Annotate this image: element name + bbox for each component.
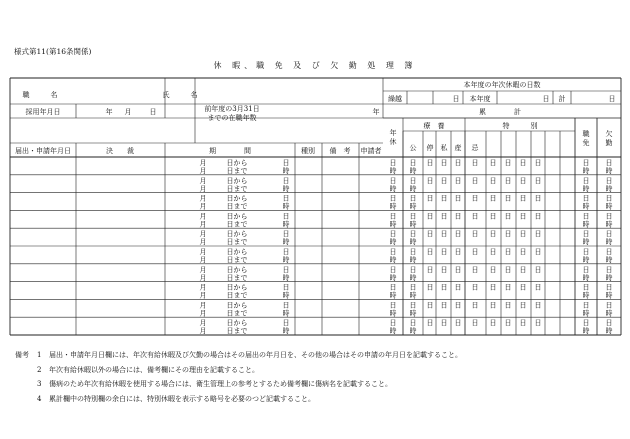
row-cell-day: 日 (440, 319, 448, 328)
row-cell-day: 日 (471, 248, 479, 256)
row-cell-hour: 時 (605, 291, 613, 300)
header-kurikoshi: 繰越 (388, 95, 402, 103)
header-nenji-days: 本年度の年次休暇の日数 (463, 81, 541, 89)
row-cell-day: 日 (426, 194, 434, 203)
row-day: 日 (282, 176, 290, 185)
header-so: 忌 (471, 144, 479, 152)
row-cell-day: 日 (454, 283, 462, 292)
row-cell-day: 日 (504, 283, 512, 292)
row-cell-day: 日 (504, 265, 512, 274)
form-title: 休 暇、職 免 及 び 欠 勤 処 理 簿 (213, 61, 417, 70)
row-cell-day: 日 (426, 159, 434, 167)
row-day-from: 日から (226, 265, 248, 274)
row-day-from: 日から (226, 194, 248, 203)
row-hour: 時 (282, 184, 290, 193)
row-cell-day: 日 (409, 248, 417, 256)
header-honnendo: 本年度 (469, 95, 491, 103)
row-day-to: 日まで (226, 220, 248, 229)
row-month: 月 (199, 230, 207, 239)
row-cell-day: 日 (440, 301, 448, 310)
row-cell-day: 日 (440, 230, 448, 239)
row-cell-hour: 時 (389, 273, 397, 282)
row-cell-hour: 時 (582, 273, 590, 282)
row-cell-day: 日 (440, 283, 448, 292)
row-cell-day: 日 (409, 301, 417, 310)
row-cell-day: 日 (534, 159, 542, 167)
row-hour: 時 (282, 327, 290, 336)
row-cell-day: 日 (534, 301, 542, 310)
row-day: 日 (282, 265, 290, 274)
row-cell-hour: 時 (582, 167, 590, 175)
row-cell-day: 日 (582, 194, 590, 203)
row-hour: 時 (282, 291, 290, 300)
row-cell-hour: 時 (409, 167, 417, 175)
row-cell-day: 日 (504, 159, 512, 167)
row-hour: 時 (282, 256, 290, 264)
row-cell-hour: 時 (409, 327, 417, 336)
row-cell-day: 日 (389, 248, 397, 256)
header-saiyo: 採用年月日 (25, 108, 61, 116)
row-cell-day: 日 (426, 319, 434, 328)
row-month: 月 (199, 238, 207, 247)
row-cell-day: 日 (454, 194, 462, 203)
row-cell-day: 日 (504, 176, 512, 185)
row-cell-day: 日 (489, 159, 497, 167)
row-day-from: 日から (226, 230, 248, 239)
row-cell-day: 日 (471, 265, 479, 274)
row-cell-hour: 時 (409, 202, 417, 211)
row-cell-hour: 時 (582, 202, 590, 211)
row-day-to: 日まで (226, 273, 248, 282)
row-cell-day: 日 (471, 283, 479, 292)
note-4: 4 累計欄中の特別欄の余白には、特別休暇を表示する略号を必要のつど記載すること。 (37, 394, 315, 403)
row-hour: 時 (282, 220, 290, 229)
row-hour: 時 (282, 202, 290, 211)
row-month: 月 (199, 194, 207, 203)
row-month: 月 (199, 319, 207, 328)
row-cell-day: 日 (582, 212, 590, 221)
row-cell-day: 日 (582, 248, 590, 256)
header-kei: 計 (558, 95, 566, 103)
year-unit: 年 (372, 108, 380, 116)
row-cell-hour: 時 (605, 167, 613, 175)
header-todokede: 届出・申請年月日 (15, 147, 71, 155)
row-cell-day: 日 (519, 212, 527, 221)
row-cell-day: 日 (489, 301, 497, 310)
row-cell-day: 日 (534, 176, 542, 185)
row-cell-day: 日 (605, 212, 613, 221)
row-cell-day: 日 (519, 301, 527, 310)
header-kekkin: 勤 (605, 139, 613, 147)
row-cell-day: 日 (534, 283, 542, 292)
header-shimei: 氏 名 (162, 91, 198, 99)
row-day-from: 日から (226, 283, 248, 292)
row-month: 月 (199, 212, 207, 221)
row-hour: 時 (282, 273, 290, 282)
row-cell-hour: 時 (409, 273, 417, 282)
row-cell-day: 日 (454, 159, 462, 167)
row-cell-day: 日 (440, 176, 448, 185)
row-cell-day: 日 (605, 248, 613, 256)
row-month: 月 (199, 273, 207, 282)
row-day-to: 日まで (226, 184, 248, 193)
header-nenkyu: 年 (389, 129, 397, 137)
row-cell-day: 日 (534, 212, 542, 221)
header-ruikei: 累 計 (479, 108, 521, 116)
row-cell-day: 日 (440, 265, 448, 274)
row-cell-day: 日 (409, 230, 417, 239)
row-cell-day: 日 (454, 319, 462, 328)
row-cell-day: 日 (504, 319, 512, 328)
row-cell-hour: 時 (389, 167, 397, 175)
header-kikan: 期 間 (209, 147, 251, 155)
row-cell-day: 日 (454, 176, 462, 185)
row-cell-day: 日 (409, 212, 417, 221)
row-day-from: 日から (226, 301, 248, 310)
note-2: 2 年次有給休暇以外の場合には、備考欄にその理由を記載すること。 (37, 365, 259, 374)
header-shubetsu: 種別 (301, 147, 315, 155)
row-cell-day: 日 (605, 194, 613, 203)
row-month: 月 (199, 176, 207, 185)
row-cell-hour: 時 (605, 184, 613, 193)
row-cell-day: 日 (389, 283, 397, 292)
row-cell-day: 日 (534, 194, 542, 203)
row-cell-day: 日 (519, 230, 527, 239)
row-cell-day: 日 (440, 159, 448, 167)
row-cell-day: 日 (489, 176, 497, 185)
form-number: 様式第11(第16条関係) (14, 47, 92, 56)
row-cell-hour: 時 (409, 291, 417, 300)
row-cell-day: 日 (426, 265, 434, 274)
row-cell-day: 日 (519, 265, 527, 274)
row-cell-hour: 時 (389, 291, 397, 300)
row-cell-day: 日 (409, 194, 417, 203)
row-cell-day: 日 (489, 248, 497, 256)
row-cell-hour: 時 (605, 309, 613, 318)
row-cell-hour: 時 (605, 220, 613, 229)
row-cell-hour: 時 (409, 184, 417, 193)
row-cell-day: 日 (426, 212, 434, 221)
row-month: 月 (199, 184, 207, 193)
row-cell-day: 日 (504, 230, 512, 239)
row-cell-day: 日 (582, 176, 590, 185)
header-nenkyu: 休 (389, 138, 397, 146)
row-cell-day: 日 (534, 248, 542, 256)
note-3: 3 傷病のため年次有給休暇を使用する場合には、衛生管理上の参考とするため備考欄に傷病名を記載すること。 (37, 380, 392, 388)
row-cell-day: 日 (454, 212, 462, 221)
header-biko: 備 考 (329, 147, 351, 155)
header-shinseisha: 申請者 (360, 147, 382, 155)
row-hour: 時 (282, 238, 290, 247)
row-cell-day: 日 (454, 248, 462, 256)
header-shokumei: 職 名 (22, 91, 58, 99)
row-day: 日 (282, 283, 290, 292)
row-cell-day: 日 (504, 248, 512, 256)
row-cell-day: 日 (605, 176, 613, 185)
header-ko: 公 (409, 144, 417, 152)
row-cell-day: 日 (582, 159, 590, 167)
row-cell-day: 日 (582, 283, 590, 292)
row-cell-day: 日 (471, 176, 479, 185)
row-month: 月 (199, 167, 207, 175)
row-hour: 時 (282, 309, 290, 318)
row-cell-day: 日 (489, 212, 497, 221)
row-month: 月 (199, 309, 207, 318)
row-cell-day: 日 (454, 265, 462, 274)
row-cell-hour: 時 (389, 327, 397, 336)
row-cell-day: 日 (605, 283, 613, 292)
row-month: 月 (199, 265, 207, 274)
row-month: 月 (199, 283, 207, 292)
row-cell-day: 日 (504, 301, 512, 310)
row-hour: 時 (282, 167, 290, 175)
row-cell-day: 日 (605, 265, 613, 274)
row-cell-day: 日 (605, 230, 613, 239)
row-cell-day: 日 (389, 265, 397, 274)
row-cell-hour: 時 (389, 309, 397, 318)
row-month: 月 (199, 291, 207, 300)
row-cell-day: 日 (519, 176, 527, 185)
header-zenkai-2: までの在職年数 (207, 114, 257, 122)
row-cell-day: 日 (534, 265, 542, 274)
header-shi: 私 (440, 144, 448, 152)
row-cell-hour: 時 (582, 220, 590, 229)
row-day-to: 日まで (226, 202, 248, 211)
row-cell-hour: 時 (409, 220, 417, 229)
row-cell-day: 日 (389, 230, 397, 239)
row-cell-day: 日 (582, 265, 590, 274)
row-cell-day: 日 (504, 212, 512, 221)
row-day-from: 日から (226, 319, 248, 328)
row-cell-hour: 時 (582, 256, 590, 264)
row-cell-day: 日 (582, 301, 590, 310)
row-cell-day: 日 (409, 283, 417, 292)
row-cell-hour: 時 (389, 220, 397, 229)
row-day-from: 日から (226, 159, 248, 167)
row-cell-day: 日 (471, 159, 479, 167)
row-cell-day: 日 (426, 230, 434, 239)
row-cell-day: 日 (504, 194, 512, 203)
row-cell-hour: 時 (582, 238, 590, 247)
row-month: 月 (199, 256, 207, 264)
row-day-to: 日まで (226, 167, 248, 175)
row-day: 日 (282, 248, 290, 256)
row-cell-day: 日 (471, 194, 479, 203)
year-unit: 年 (105, 108, 113, 116)
row-cell-hour: 時 (582, 291, 590, 300)
row-cell-day: 日 (519, 319, 527, 328)
row-day-to: 日まで (226, 291, 248, 300)
row-cell-day: 日 (605, 159, 613, 167)
header-tokubetsu: 特 別 (502, 122, 538, 130)
day-unit: 日 (608, 95, 616, 103)
row-cell-hour: 時 (582, 327, 590, 336)
row-cell-day: 日 (409, 319, 417, 328)
note-1: 備考 1 届出・申請年月日欄には、年次有給休暇及び欠勤の場合はその届出の年月日を、その他の場合はその申請の年月日を記載すること。 (15, 351, 462, 359)
row-cell-hour: 時 (605, 273, 613, 282)
row-cell-day: 日 (389, 319, 397, 328)
row-cell-day: 日 (471, 301, 479, 310)
day-unit: 日 (452, 95, 460, 103)
row-month: 月 (199, 301, 207, 310)
row-cell-hour: 時 (409, 256, 417, 264)
row-cell-day: 日 (389, 194, 397, 203)
row-cell-day: 日 (454, 230, 462, 239)
row-day: 日 (282, 194, 290, 203)
row-cell-day: 日 (454, 301, 462, 310)
row-month: 月 (199, 248, 207, 256)
day-unit: 日 (149, 108, 157, 116)
row-cell-hour: 時 (605, 202, 613, 211)
row-day-to: 日まで (226, 238, 248, 247)
row-cell-day: 日 (389, 159, 397, 167)
row-cell-day: 日 (605, 319, 613, 328)
row-cell-hour: 時 (389, 202, 397, 211)
row-cell-hour: 時 (409, 238, 417, 247)
row-cell-day: 日 (471, 230, 479, 239)
row-cell-day: 日 (440, 212, 448, 221)
row-cell-day: 日 (440, 194, 448, 203)
row-cell-day: 日 (489, 283, 497, 292)
row-cell-day: 日 (582, 319, 590, 328)
header-zenkai-1: 前年度の3月31日 (204, 105, 260, 113)
row-cell-day: 日 (440, 248, 448, 256)
row-cell-day: 日 (519, 159, 527, 167)
row-cell-day: 日 (489, 194, 497, 203)
row-cell-day: 日 (426, 301, 434, 310)
row-cell-day: 日 (426, 176, 434, 185)
row-cell-day: 日 (471, 319, 479, 328)
row-month: 月 (199, 159, 207, 167)
row-day: 日 (282, 319, 290, 328)
header-shokumen: 免 (582, 139, 590, 147)
row-cell-hour: 時 (389, 256, 397, 264)
row-cell-day: 日 (582, 230, 590, 239)
row-day-from: 日から (226, 176, 248, 185)
row-cell-hour: 時 (582, 184, 590, 193)
row-cell-hour: 時 (389, 184, 397, 193)
row-cell-day: 日 (409, 265, 417, 274)
row-month: 月 (199, 327, 207, 336)
row-cell-day: 日 (534, 230, 542, 239)
header-san: 産 (454, 144, 462, 152)
day-unit: 日 (542, 95, 550, 103)
row-month: 月 (199, 202, 207, 211)
row-cell-hour: 時 (605, 327, 613, 336)
month-unit: 月 (124, 108, 132, 116)
header-kessai: 決 裁 (106, 147, 134, 155)
row-cell-day: 日 (489, 319, 497, 328)
row-cell-day: 日 (409, 176, 417, 185)
row-cell-day: 日 (489, 265, 497, 274)
row-day: 日 (282, 212, 290, 221)
header-kekkin: 欠 (605, 130, 613, 138)
row-day-from: 日から (226, 248, 248, 256)
row-cell-day: 日 (389, 212, 397, 221)
row-cell-hour: 時 (582, 309, 590, 318)
row-day: 日 (282, 230, 290, 239)
header-shokumen: 職 (582, 130, 590, 138)
row-day-to: 日まで (226, 256, 248, 264)
row-cell-day: 日 (389, 301, 397, 310)
row-cell-day: 日 (426, 283, 434, 292)
row-cell-hour: 時 (409, 309, 417, 318)
row-cell-day: 日 (519, 194, 527, 203)
row-day-from: 日から (226, 212, 248, 221)
row-day-to: 日まで (226, 327, 248, 336)
row-cell-day: 日 (389, 176, 397, 185)
row-cell-day: 日 (519, 248, 527, 256)
row-cell-day: 日 (519, 283, 527, 292)
header-tei: 停 (426, 144, 434, 152)
row-cell-day: 日 (534, 319, 542, 328)
row-cell-day: 日 (605, 301, 613, 310)
notes (15, 348, 462, 406)
row-cell-hour: 時 (605, 238, 613, 247)
row-cell-day: 日 (471, 212, 479, 221)
row-cell-day: 日 (426, 248, 434, 256)
row-cell-hour: 時 (389, 238, 397, 247)
row-cell-hour: 時 (605, 256, 613, 264)
row-day: 日 (282, 301, 290, 310)
row-day-to: 日まで (226, 309, 248, 318)
row-cell-day: 日 (409, 159, 417, 167)
header-ryoyo: 療 養 (423, 122, 445, 130)
row-day: 日 (282, 159, 290, 167)
row-cell-day: 日 (489, 230, 497, 239)
row-month: 月 (199, 220, 207, 229)
